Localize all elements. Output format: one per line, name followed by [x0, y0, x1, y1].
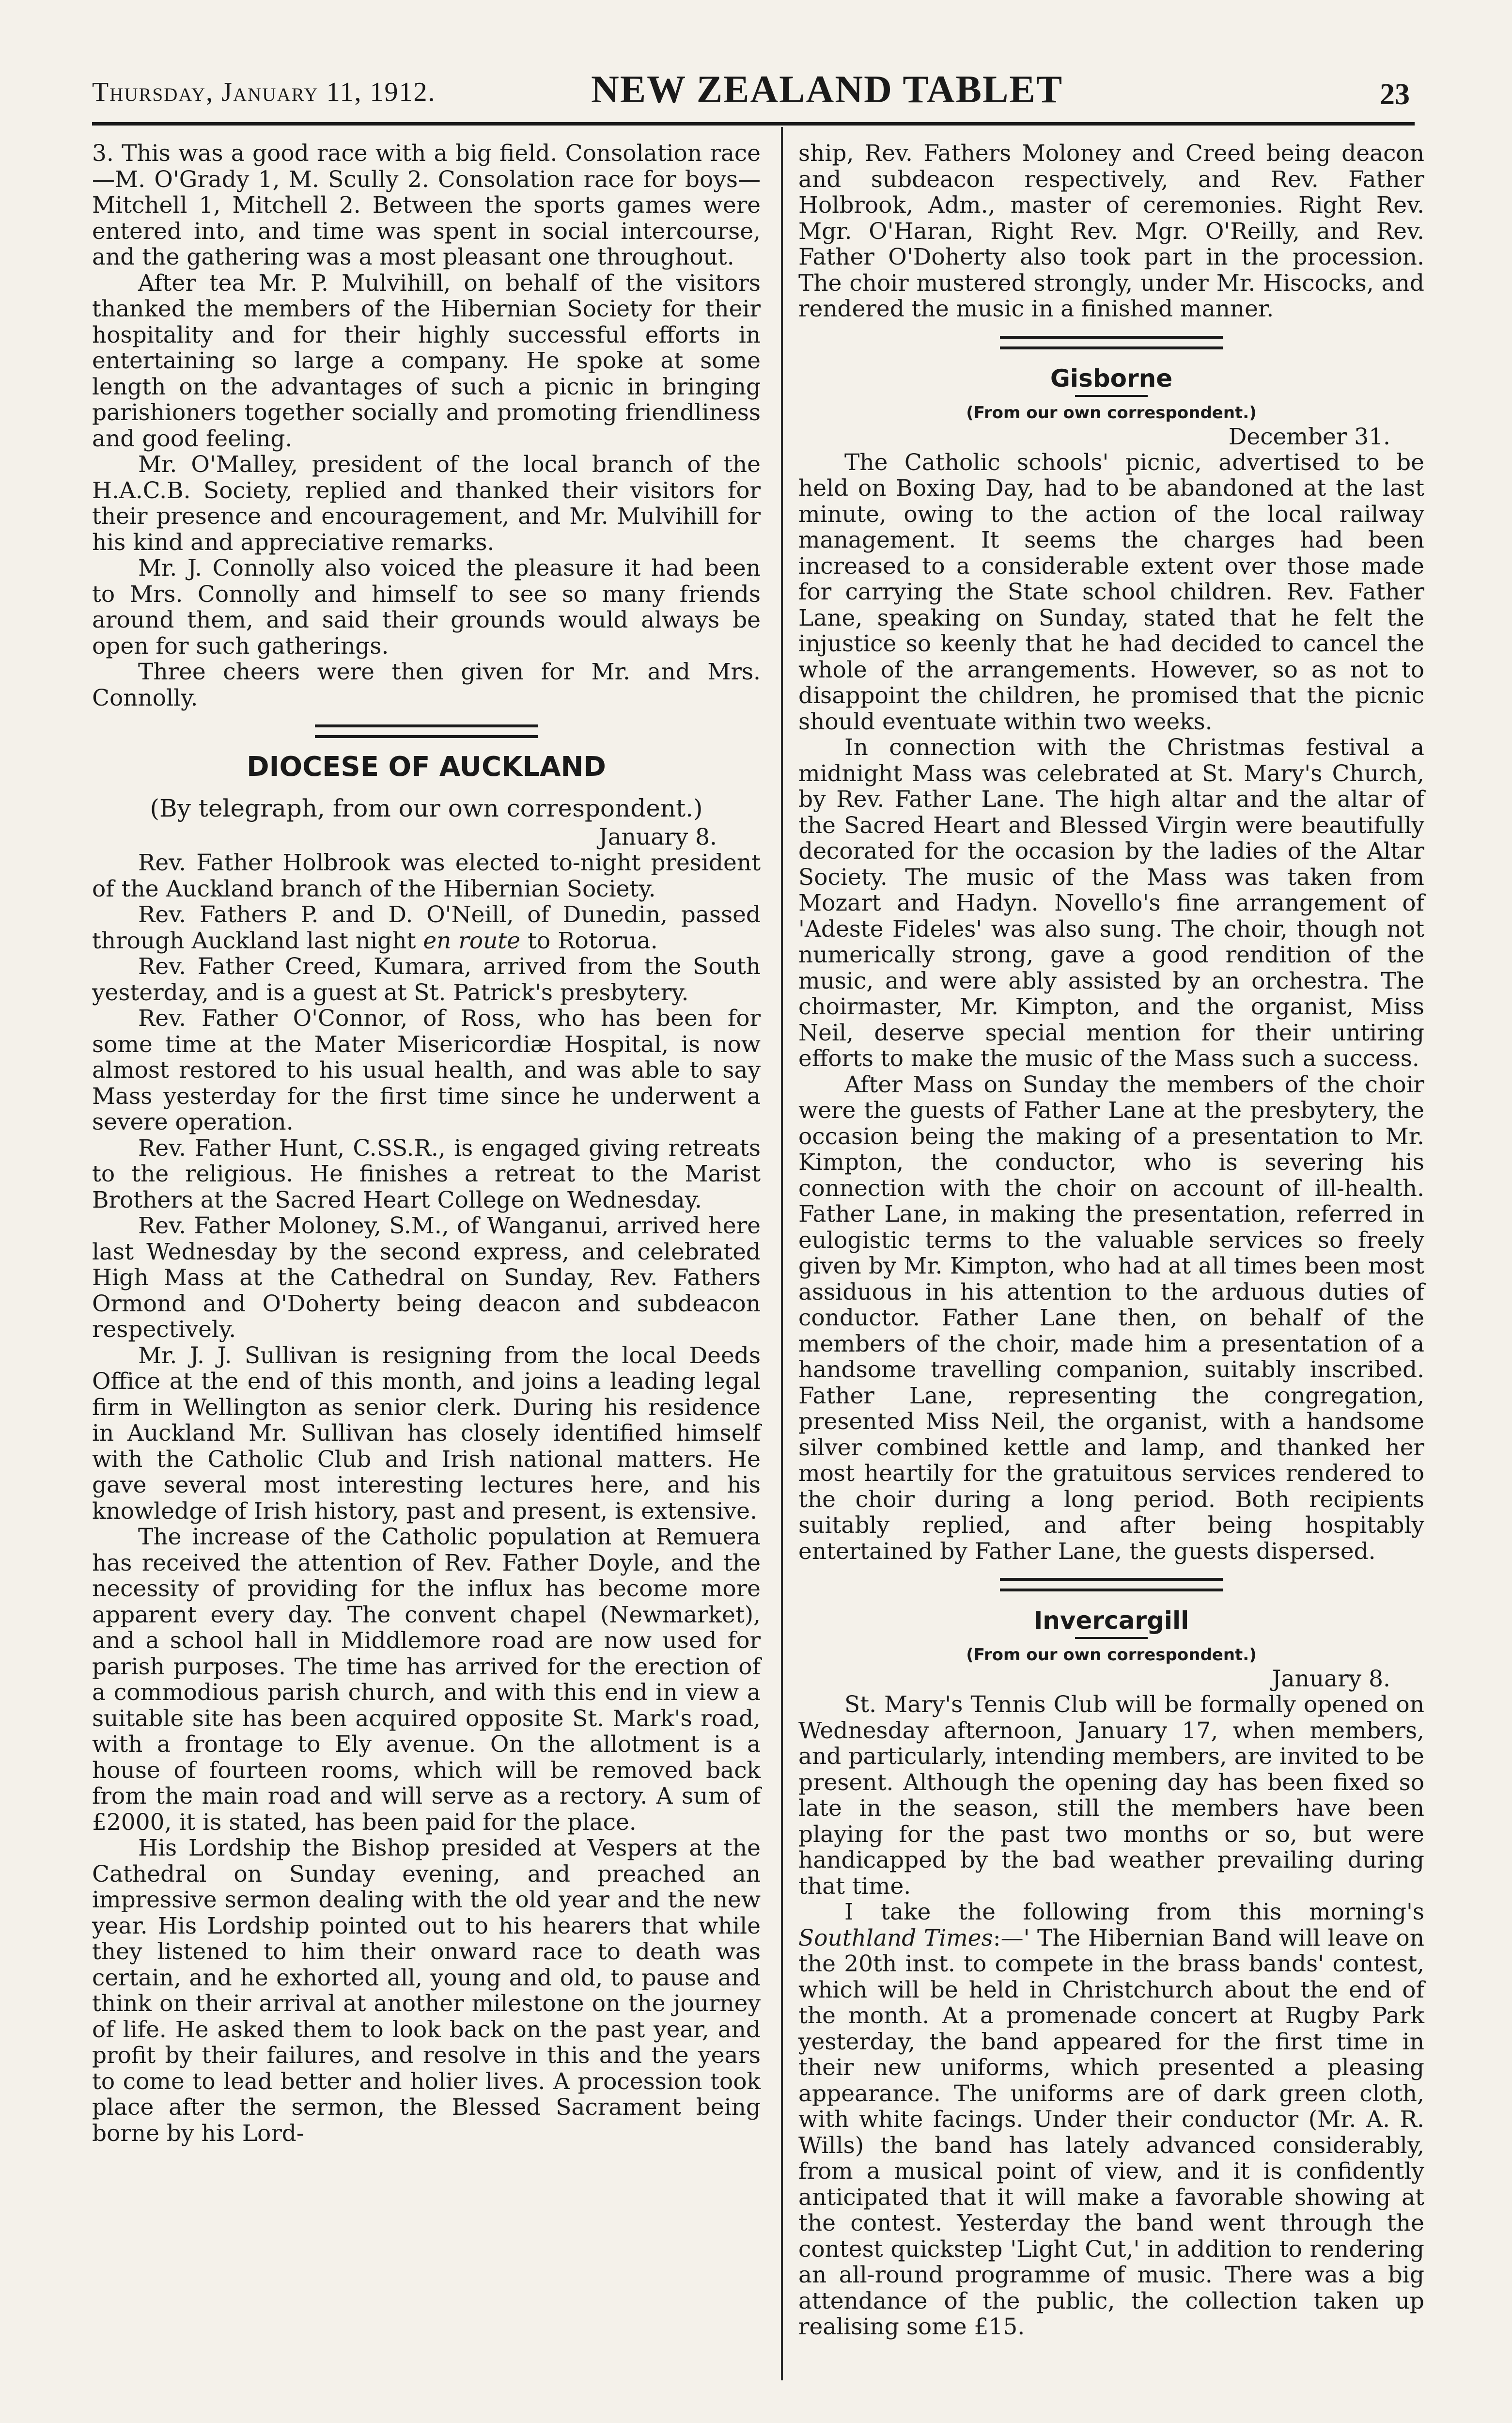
italic-text: Southland Times [798, 1924, 993, 1951]
article-paragraph [92, 902, 761, 954]
article-paragraph: Rev. Father O'Connor, of Ross, who has been for some time at the Mater Misericordiæ Hospital, is now almost restored to his usual health, and was able to say Mass yesterday for the first time since he underwent a severe operation. [92, 1005, 761, 1135]
section-divider [315, 724, 538, 738]
article-paragraph: Rev. Father Holbrook was elected to-night president of the Auckland branch of the Hibernian Society. [92, 850, 761, 902]
article-paragraph [798, 1899, 1424, 2340]
column-divider [781, 127, 783, 2380]
article-paragraph: Mr. J. Connolly also voiced the pleasure it had been to Mrs. Connolly and himself to see so many friends around them, and said their grounds would always be open for such gatherings. [92, 555, 761, 660]
heading-underline [1075, 395, 1148, 397]
article-paragraph: St. Mary's Tennis Club will be formally opened on Wednesday afternoon, January 17, when members, and particularly, intending members, are invited to be present. Although the opening day has been fixed so late in the season, still the members have been playing for the past two months or so, but were handicapped by the bad weather prevailing during that time. [798, 1691, 1424, 1900]
byline-auckland: (By telegraph, from our own correspondent.) [150, 794, 703, 822]
text-run: :—' The Hibernian Band will leave on the 20th inst. to compete in the brass bands' contest, which will be held in Christchurch about the end of the month. At a promenade concert at Rugby Park yesterday, the band appeared for the first time in their new uniforms, which presented a pleasing appearance. The uniforms are of dark green cloth, with white facings. Under their conductor (Mr. A. R. Wills) the band has lately advanced considerably, from a musical point of view, and it is confidently anticipated that it will make a favorable showing at the contest. Yesterday the band went through the contest quickstep 'Light Cut,' in addition to rendering an all-round programme of music. There was a big attendance of the public, the collection taken up realising some £15. [798, 1924, 1424, 2340]
left-column [92, 141, 761, 2146]
italic-text: en route [423, 927, 521, 954]
article-paragraph: 3. This was a good race with a big field. Consolation race—M. O'Grady 1, M. Scully 2. Consolation race for boys—Mitchell 1, Mitchell 2. Between the sports games were entered into, and time was spent in social intercourse, and the gathering was a most pleasant one throughout. [92, 140, 761, 270]
dateline-auckland: January 8. [598, 824, 717, 850]
article-paragraph: Mr. J. J. Sullivan is resigning from the local Deeds Office at the end of this month, and joins a leading legal firm in Wellington as senior clerk. During his residence in Auckland Mr. Sullivan has closely identified himself with the Catholic Club and Irish national matters. He gave several most interesting lectures here, and his knowledge of Irish history, past and present, is extensive. [92, 1342, 761, 1525]
article-paragraph: Rev. Father Hunt, C.SS.R., is engaged giving retreats to the religious. He finishes a retreat to the Marist Brothers at the Sacred Heart College on Wednesday. [92, 1134, 761, 1213]
article-paragraph: Mr. O'Malley, president of the local branch of the H.A.C.B. Society, replied and thanked their visitors for their presence and encouragement, and Mr. Mulvihill for his kind and appreciative remarks. [92, 451, 761, 556]
article-paragraph: Three cheers were then given for Mr. and Mrs. Connolly. [92, 659, 761, 711]
article-paragraph: Rev. Father Moloney, S.M., of Wanganui, arrived here last Wednesday by the second express, and celebrated High Mass at the Cathedral on Sunday, Rev. Fathers Ormond and O'Doherty being deacon and subdeacon respectively. [92, 1212, 761, 1343]
article-paragraph: After Mass on Sunday the members of the choir were the guests of Father Lane at the presbytery, the occasion being the making of a presentation to Mr. Kimpton, the conductor, who is severing his connection with the choir on account of ill-health. Father Lane, in making the presentation, referred in eulogistic terms to the valuable services so freely given by Mr. Kimpton, who had at all times been most assiduous in his attention to the arduous duties of conductor. Father Lane then, on behalf of the members of the choir, made him a presentation of a handsome travelling companion, suitably inscribed. Father Lane, representing the congregation, presented Miss Neil, the organist, with a handsome silver combined kettle and lamp, and thanked her most heartily for the gratuitous services rendered to the choir during a long period. Both recipients suitably replied, and after being hospitably entertained by Father Lane, the guests dispersed. [798, 1071, 1424, 1565]
article-paragraph: The Catholic schools' picnic, advertised to be held on Boxing Day, had to be abandoned at the last minute, owing to the action of the local railway management. It seems the charges had been increased to a considerable extent over those made for carrying the State school children. Rev. Father Lane, speaking on Sunday, stated that he felt the injustice so keenly that he had decided to cancel the whole of the arrangements. However, so as not to disappoint the children, he promised that the picnic should eventuate within two weeks. [798, 449, 1424, 735]
dateline-gisborne: December 31. [1228, 423, 1390, 450]
article-paragraph: Rev. Father Creed, Kumara, arrived from the South yesterday, and is a guest at St. Patrick's presbytery. [92, 953, 761, 1006]
article-paragraph: In connection with the Christmas festival a midnight Mass was celebrated at St. Mary's Church, by Rev. Father Lane. The high altar and the altar of the Sacred Heart and Blessed Virgin were beautifully decorated for the occasion by the ladies of the Altar Society. The music of the Mass was taken from Mozart and Hadyn. Novello's fine arrangement of 'Adeste Fideles' was also sung. The choir, though not numerically strong, gave a good rendition of the music, and were ably assisted by an orchestra. The choirmaster, Mr. Kimpton, and the organist, Miss Neil, deserve special mention for their untiring efforts to make the music of the Mass such a success. [798, 734, 1424, 1072]
dateline-invercargill: January 8. [1272, 1666, 1390, 1692]
right-column [798, 141, 1424, 2340]
issue-date: Thursday, January 11, 1912. [92, 77, 436, 107]
heading-underline [1075, 1637, 1148, 1639]
text-run: to Rotorua. [520, 927, 658, 954]
section-heading-invercargill: Invercargill [1033, 1606, 1189, 1635]
article-paragraph: After tea Mr. P. Mulvihill, on behalf of the visitors thanked the members of the Hibernian Society for their hospitality and for their highly successful efforts in entertaining so large a company. He spoke at some length on the advantages of such a picnic in bringing parishioners together socially and promoting friendliness and good feeling. [92, 269, 761, 452]
masthead-rule [92, 122, 1415, 126]
newspaper-title: NEW ZEALAND TABLET [591, 68, 1063, 111]
article-paragraph: His Lordship the Bishop presided at Vespers at the Cathedral on Sunday evening, and preached an impressive sermon dealing with the old year and the new year. His Lordship pointed out to his hearers that while they listened to him their onward race to death was certain, and he exhorted all, young and old, to pause and think on their arrival at another milestone on the journey of life. He asked them to look back on the past year, and profit by their failures, and resolve in this and the years to come to lead better and holier lives. A procession took place after the sermon, the Blessed Sacrament being borne by his Lord- [92, 1835, 761, 2147]
text-run: I take the following from this morning's [844, 1899, 1424, 1925]
section-divider [1000, 1578, 1223, 1591]
page-number: 23 [1380, 78, 1410, 111]
article-paragraph: The increase of the Catholic population at Remuera has received the attention of Rev. Father Doyle, and the necessity of providing for the influx has become more apparent every day. The convent chapel (Newmarket), and a school hall in Middlemore road are now used for parish purposes. The time has arrived for the erection of a commodious parish church, and with this end in view a suitable site has been acquired opposite St. Mark's road, with a frontage to Ely avenue. On the allotment is a house of fourteen rooms, which will be removed back from the main road and will serve as a rectory. A sum of £2000, it is stated, has been paid for the place. [92, 1524, 761, 1836]
section-heading-auckland: DIOCESE OF AUCKLAND [247, 751, 606, 783]
section-heading-gisborne: Gisborne [1050, 364, 1173, 393]
article-paragraph: ship, Rev. Fathers Moloney and Creed being deacon and subdeacon respectively, and Rev. Father Holbrook, Adm., master of ceremonies. Right Rev. Mgr. O'Haran, Right Rev. Mgr. O'Reilly, and Rev. Father O'Doherty also took part in the procession. The choir mustered strongly, under Mr. Hiscocks, and rendered the music in a finished manner. [798, 140, 1424, 322]
byline-invercargill: (From our own correspondent.) [966, 1645, 1257, 1665]
masthead [92, 68, 1410, 121]
text-run: Rev. Fathers P. and D. O'Neill, of Dunedin, passed through Auckland last night [92, 901, 761, 954]
section-divider [1000, 336, 1223, 349]
byline-gisborne: (From our own correspondent.) [966, 403, 1257, 423]
